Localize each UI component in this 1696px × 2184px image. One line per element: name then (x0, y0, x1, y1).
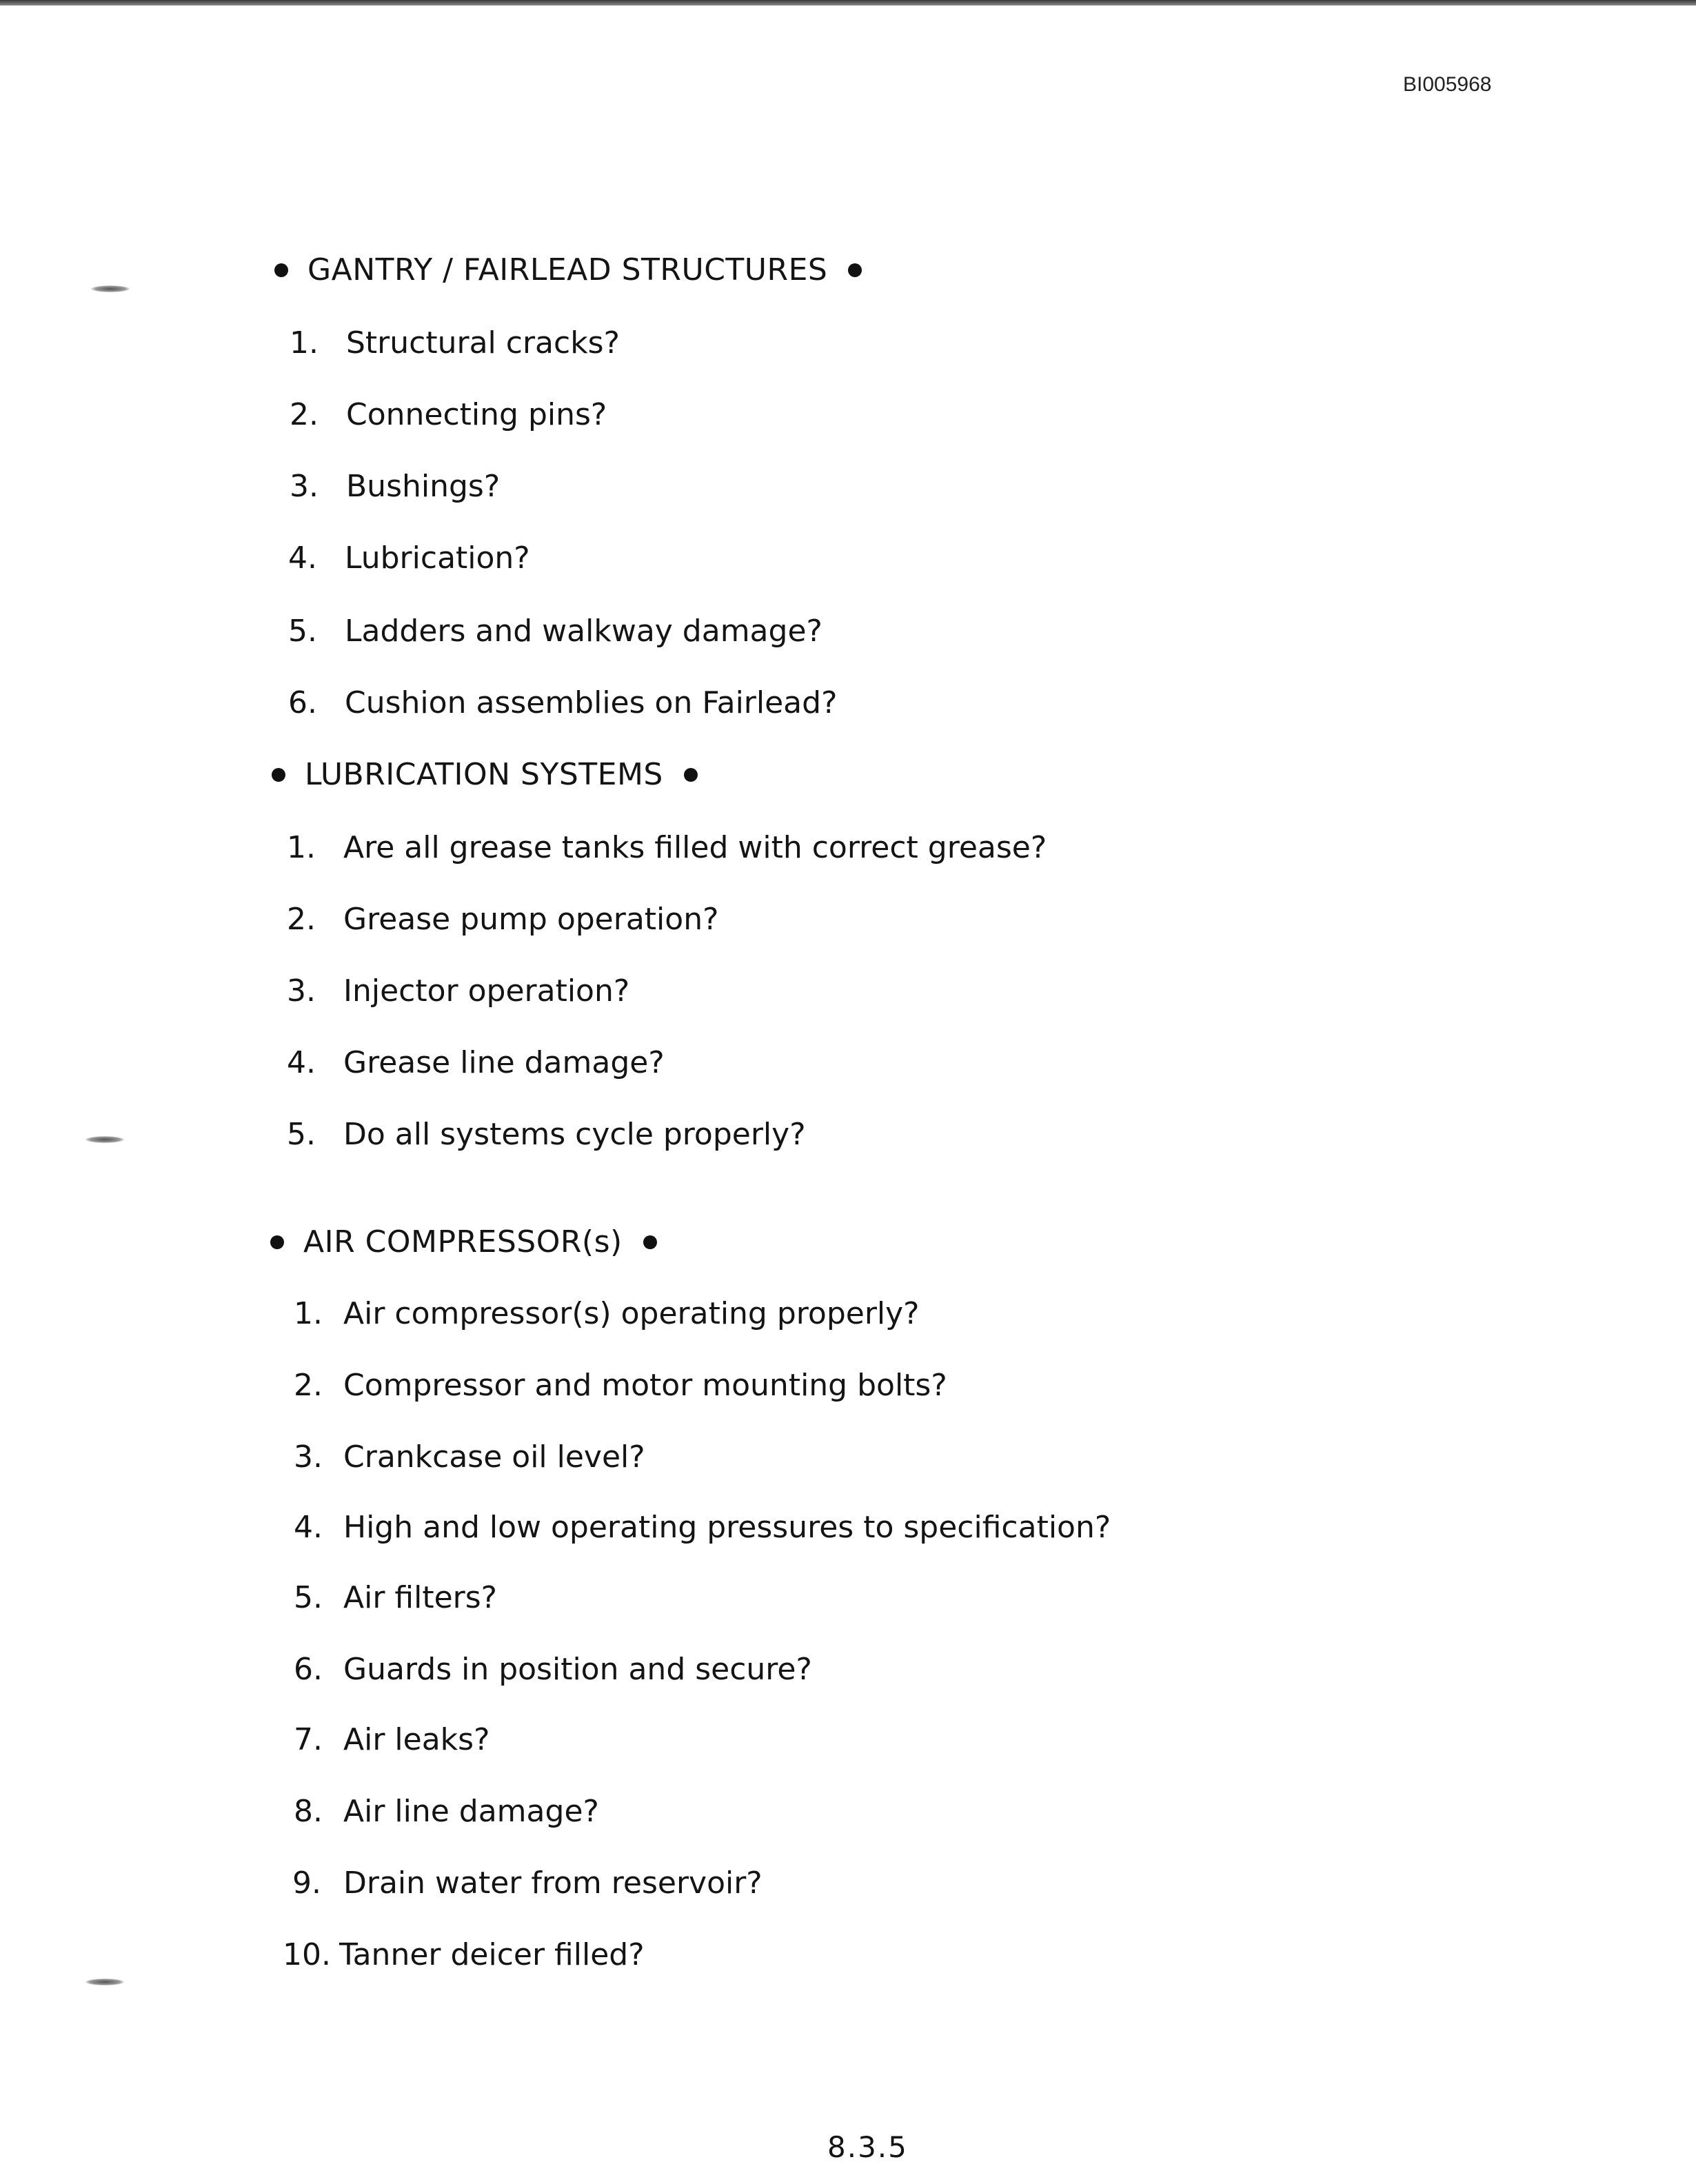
punch-mark (85, 1979, 124, 1985)
list-item: 10. Tanner deicer filled? (283, 1937, 645, 1972)
section-title: GANTRY / FAIRLEAD STRUCTURES (307, 252, 828, 287)
list-item: 3. Crankcase oil level? (294, 1439, 645, 1475)
list-item: 4. High and low operating pressures to specification? (294, 1510, 1111, 1545)
list-item: 2. Compressor and motor mounting bolts? (294, 1368, 947, 1403)
list-item: 6. Guards in position and secure? (294, 1652, 812, 1687)
list-item: 2. Grease pump operation? (287, 902, 719, 937)
section-title: LUBRICATION SYSTEMS (305, 757, 663, 792)
document-id: BI005968 (1403, 73, 1492, 96)
list-item: 5. Ladders and walkway damage? (288, 614, 822, 649)
list-item: 3. Bushings? (290, 469, 501, 504)
list-item: 6. Cushion assemblies on Fairlead? (288, 685, 838, 720)
list-item: 2. Connecting pins? (290, 397, 607, 432)
section-heading-gantry-fairlead (274, 252, 862, 287)
list-item: 5. Do all systems cycle properly? (287, 1117, 806, 1152)
list-item: 3. Injector operation? (287, 973, 630, 1009)
top-border-rule (0, 0, 1696, 6)
list-item: 1. Are all grease tanks filled with correct grease? (287, 830, 1047, 865)
page-number: 8.3.5 (827, 2130, 908, 2164)
section-heading-air-compressors (270, 1224, 657, 1260)
bullet-icon (272, 768, 285, 782)
bullet-icon (643, 1235, 657, 1249)
section-heading-lubrication-systems (272, 757, 698, 792)
list-item: 1. Air compressor(s) operating properly? (294, 1296, 920, 1331)
list-item: 5. Air filters? (294, 1580, 498, 1615)
section-title: AIR COMPRESSOR(s) (303, 1224, 623, 1260)
list-item: 7. Air leaks? (294, 1722, 490, 1757)
list-item: 4. Lubrication? (288, 540, 530, 576)
punch-mark (91, 285, 130, 292)
punch-mark (85, 1136, 124, 1143)
list-item: 8. Air line damage? (294, 1794, 599, 1829)
bullet-icon (684, 768, 698, 782)
bullet-icon (274, 263, 288, 277)
bullet-icon (848, 263, 862, 277)
bullet-icon (270, 1235, 284, 1249)
list-item: 1. Structural cracks? (290, 325, 620, 361)
list-item: 4. Grease line damage? (287, 1045, 665, 1080)
list-item: 9. Drain water from reservoir? (292, 1866, 763, 1901)
